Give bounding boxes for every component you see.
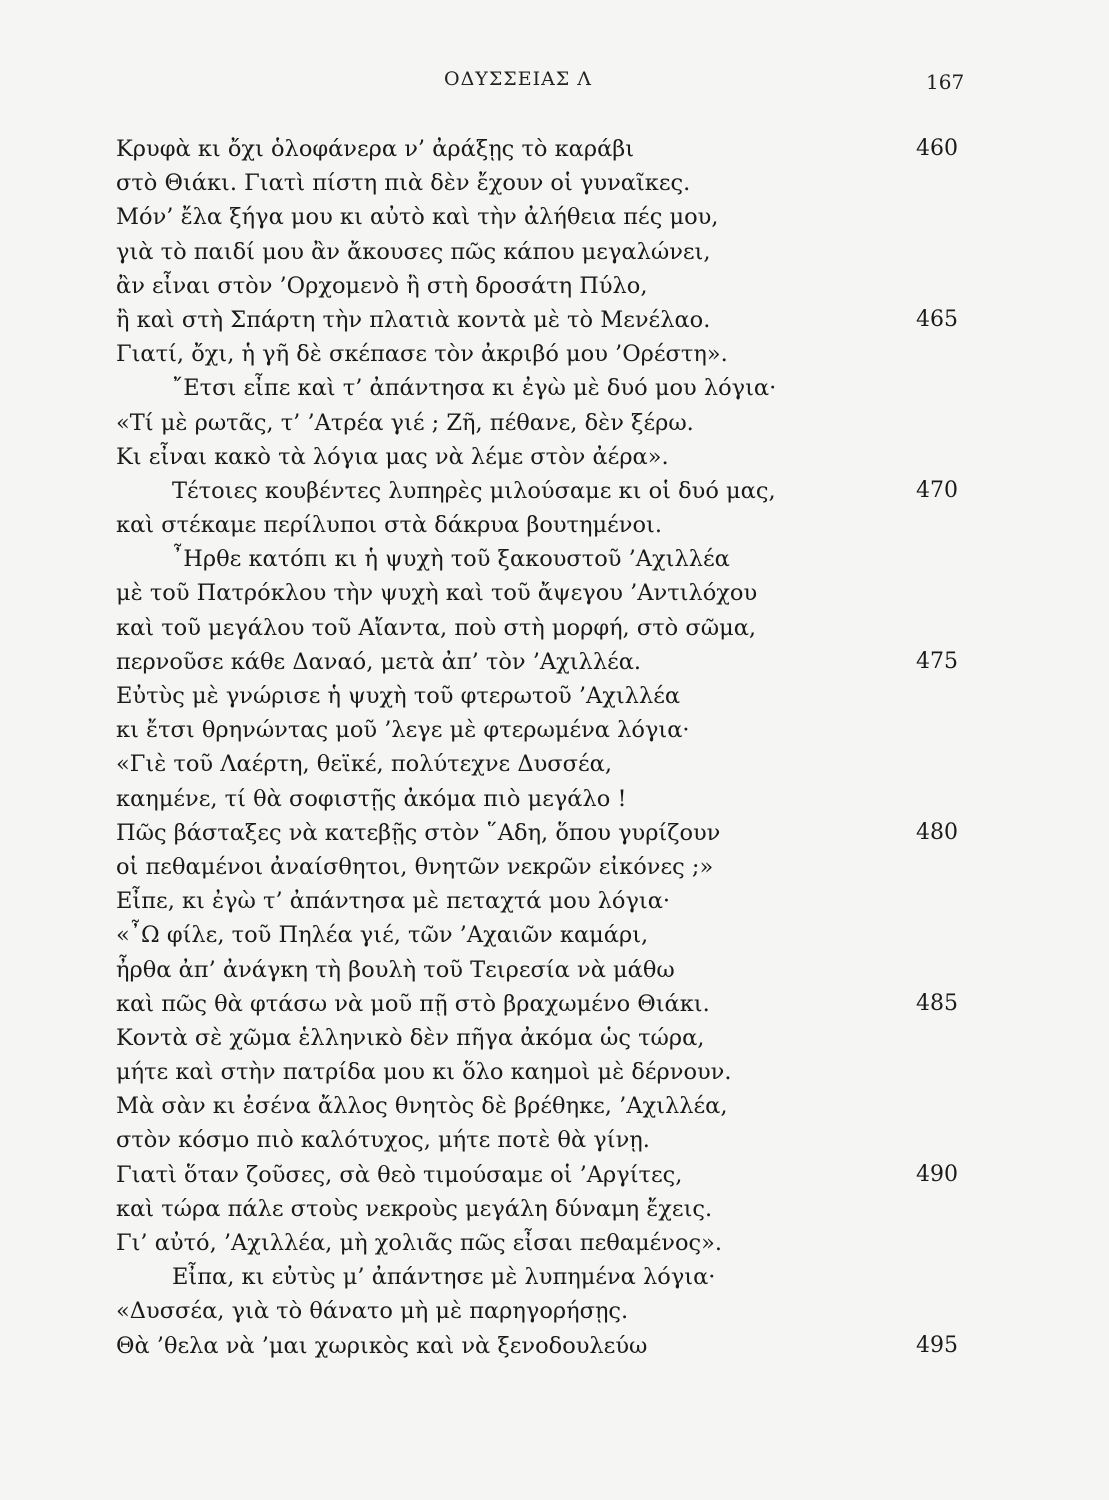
verse-text: κι ἔτσι θρηνώντας μοῦ ’λεγε μὲ φτερωμένα λόγια· xyxy=(116,717,690,744)
verse-line xyxy=(0,542,1109,576)
verse-text: Θὰ ’θελα νὰ ’μαι χωρικὸς καὶ νὰ ξενοδουλεύω xyxy=(116,1332,648,1359)
verse-line xyxy=(0,987,1109,1021)
line-number: 495 xyxy=(916,1332,958,1358)
verse-line xyxy=(0,166,1109,200)
line-number: 465 xyxy=(916,306,958,332)
verse-line xyxy=(0,269,1109,303)
verse-text: Τέτοιες κουβέντες λυπηρὲς μιλούσαμε κι οἱ δυό μας, xyxy=(172,477,776,504)
running-head: ΟΔΥΣΣΕΙΑΣ Λ xyxy=(444,68,592,90)
verse-text: καὶ τοῦ μεγάλου τοῦ Αἴαντα, ποὺ στὴ μορφή, στὸ σῶμα, xyxy=(116,614,757,641)
verse-line xyxy=(0,713,1109,747)
verse-line xyxy=(0,1329,1109,1363)
verse-block xyxy=(0,132,1109,1363)
verse-text: Εἶπε, κι ἐγὼ τ’ ἀπάντησα μὲ πεταχτά μου λόγια· xyxy=(116,888,671,915)
verse-text: Κοντὰ σὲ χῶμα ἑλληνικὸ δὲν πῆγα ἀκόμα ὡς τώρα, xyxy=(116,1024,705,1051)
verse-line xyxy=(0,850,1109,884)
verse-line xyxy=(0,1158,1109,1192)
verse-text: «Δυσσέα, γιὰ τὸ θάνατο μὴ μὲ παρηγορήσῃς. xyxy=(116,1298,629,1325)
verse-text: καὶ πῶς θὰ φτάσω νὰ μοῦ πῇ στὸ βραχωμένο Θιάκι. xyxy=(116,990,710,1017)
verse-text: ῏Ηρθε κατόπι κι ἡ ψυχὴ τοῦ ξακουστοῦ ’Αχιλλέα xyxy=(172,546,730,573)
verse-text: καὶ τώρα πάλε στοὺς νεκροὺς μεγάλη δύναμη ἔχεις. xyxy=(116,1195,713,1222)
verse-text: «Τί μὲ ρωτᾶς, τ’ ’Ατρέα γιέ ; Ζῆ, πέθανε, δὲν ξέρω. xyxy=(116,409,694,436)
verse-line xyxy=(0,1226,1109,1260)
line-number: 480 xyxy=(916,819,958,845)
verse-text: Γιατί, ὄχι, ἡ γῆ δὲ σκέπασε τὸν ἀκριβό μου ’Ορέστη». xyxy=(116,341,728,368)
verse-text: στὸν κόσμο πιὸ καλότυχος, μήτε ποτὲ θὰ γίνῃ. xyxy=(116,1127,650,1154)
verse-text: Γιατὶ ὅταν ζοῦσες, σὰ θεὸ τιμούσαμε οἱ ’Αργίτες, xyxy=(116,1161,683,1188)
verse-line xyxy=(0,1294,1109,1328)
verse-line xyxy=(0,337,1109,371)
verse-text: Πῶς βάσταξες νὰ κατεβῇς στὸν ῞Αδη, ὅπου γυρίζουν xyxy=(116,819,721,846)
page-number: 167 xyxy=(926,70,965,94)
verse-text: μήτε καὶ στὴν πατρίδα μου κι ὅλο καημοὶ μὲ δέρνουν. xyxy=(116,1059,732,1086)
line-number: 490 xyxy=(916,1161,958,1187)
line-number: 470 xyxy=(916,477,958,503)
verse-line xyxy=(0,645,1109,679)
verse-text: «῏Ω φίλε, τοῦ Πηλέα γιέ, τῶν ’Αχαιῶν καμάρι, xyxy=(116,922,649,949)
verse-line xyxy=(0,816,1109,850)
verse-line xyxy=(0,1123,1109,1157)
verse-text: Γι’ αὐτό, ’Αχιλλέα, μὴ χολιᾶς πῶς εἶσαι πεθαμένος». xyxy=(116,1230,723,1256)
verse-line xyxy=(0,132,1109,166)
verse-line xyxy=(0,611,1109,645)
verse-line xyxy=(0,303,1109,337)
verse-text: οἱ πεθαμένοι ἀναίσθητοι, θνητῶν νεκρῶν εἰκόνες ;» xyxy=(116,853,714,880)
line-number: 460 xyxy=(916,136,958,161)
verse-line xyxy=(0,782,1109,816)
verse-text: Εἶπα, κι εὐτὺς μ’ ἀπάντησε μὲ λυπημένα λόγια· xyxy=(172,1264,716,1291)
verse-line xyxy=(0,406,1109,440)
verse-text: ἦρθα ἀπ’ ἀνάγκη τὴ βουλὴ τοῦ Τειρεσία νὰ μάθω xyxy=(116,956,675,983)
verse-line xyxy=(0,747,1109,781)
verse-text: Κρυφὰ κι ὄχι ὁλοφάνερα ν’ ἀράξῃς τὸ καράβι xyxy=(116,136,635,162)
verse-line xyxy=(0,371,1109,405)
line-number: 475 xyxy=(916,648,958,674)
verse-line xyxy=(0,679,1109,713)
verse-line xyxy=(0,953,1109,987)
verse-text: Μόν’ ἔλα ξήγα μου κι αὐτὸ καὶ τὴν ἀλήθεια πές μου, xyxy=(116,204,719,231)
verse-line xyxy=(0,474,1109,508)
page-header xyxy=(0,68,1109,108)
line-number: 485 xyxy=(916,990,958,1016)
verse-text: μὲ τοῦ Πατρόκλου τὴν ψυχὴ καὶ τοῦ ἄψεγου ’Αντιλόχου xyxy=(116,580,758,607)
verse-text: «Γιὲ τοῦ Λαέρτη, θεϊκέ, πολύτεχνε Δυσσέα, xyxy=(116,751,612,778)
verse-text: ἢ καὶ στὴ Σπάρτη τὴν πλατιὰ κοντὰ μὲ τὸ Μενέλαο. xyxy=(116,306,711,333)
verse-line xyxy=(0,1089,1109,1123)
verse-line xyxy=(0,1055,1109,1089)
verse-line xyxy=(0,440,1109,474)
verse-line xyxy=(0,884,1109,918)
verse-text: περνοῦσε κάθε Δαναό, μετὰ ἀπ’ τὸν ’Αχιλλέα. xyxy=(116,648,642,675)
verse-line xyxy=(0,1021,1109,1055)
verse-text: Μὰ σὰν κι ἐσένα ἄλλος θνητὸς δὲ βρέθηκε, ’Αχιλλέα, xyxy=(116,1093,728,1120)
verse-text: Κι εἶναι κακὸ τὰ λόγια μας νὰ λέμε στὸν ἀέρα». xyxy=(116,443,669,470)
verse-text: καημένε, τί θὰ σοφιστῇς ἀκόμα πιὸ μεγάλο ! xyxy=(116,785,627,812)
verse-line xyxy=(0,508,1109,542)
verse-line xyxy=(0,918,1109,952)
verse-text: στὸ Θιάκι. Γιατὶ πίστη πιὰ δὲν ἔχουν οἱ γυναῖκες. xyxy=(116,170,691,197)
verse-line xyxy=(0,235,1109,269)
verse-line xyxy=(0,1260,1109,1294)
verse-text: καὶ στέκαμε περίλυποι στὰ δάκρυα βουτημένοι. xyxy=(116,512,662,539)
verse-line xyxy=(0,200,1109,234)
verse-text: Εὐτὺς μὲ γνώρισε ἡ ψυχὴ τοῦ φτερωτοῦ ’Αχιλλέα xyxy=(116,683,681,709)
verse-text: ῎Ετσι εἶπε καὶ τ’ ἀπάντησα κι ἐγὼ μὲ δυό μου λόγια· xyxy=(172,375,777,402)
verse-line xyxy=(0,576,1109,610)
verse-text: γιὰ τὸ παιδί μου ἂν ἄκουσες πῶς κάπου μεγαλώνει, xyxy=(116,238,711,265)
verse-line xyxy=(0,1192,1109,1226)
verse-text: ἂν εἶναι στὸν ’Ορχομενὸ ἢ στὴ δροσάτη Πύλο, xyxy=(116,272,648,299)
